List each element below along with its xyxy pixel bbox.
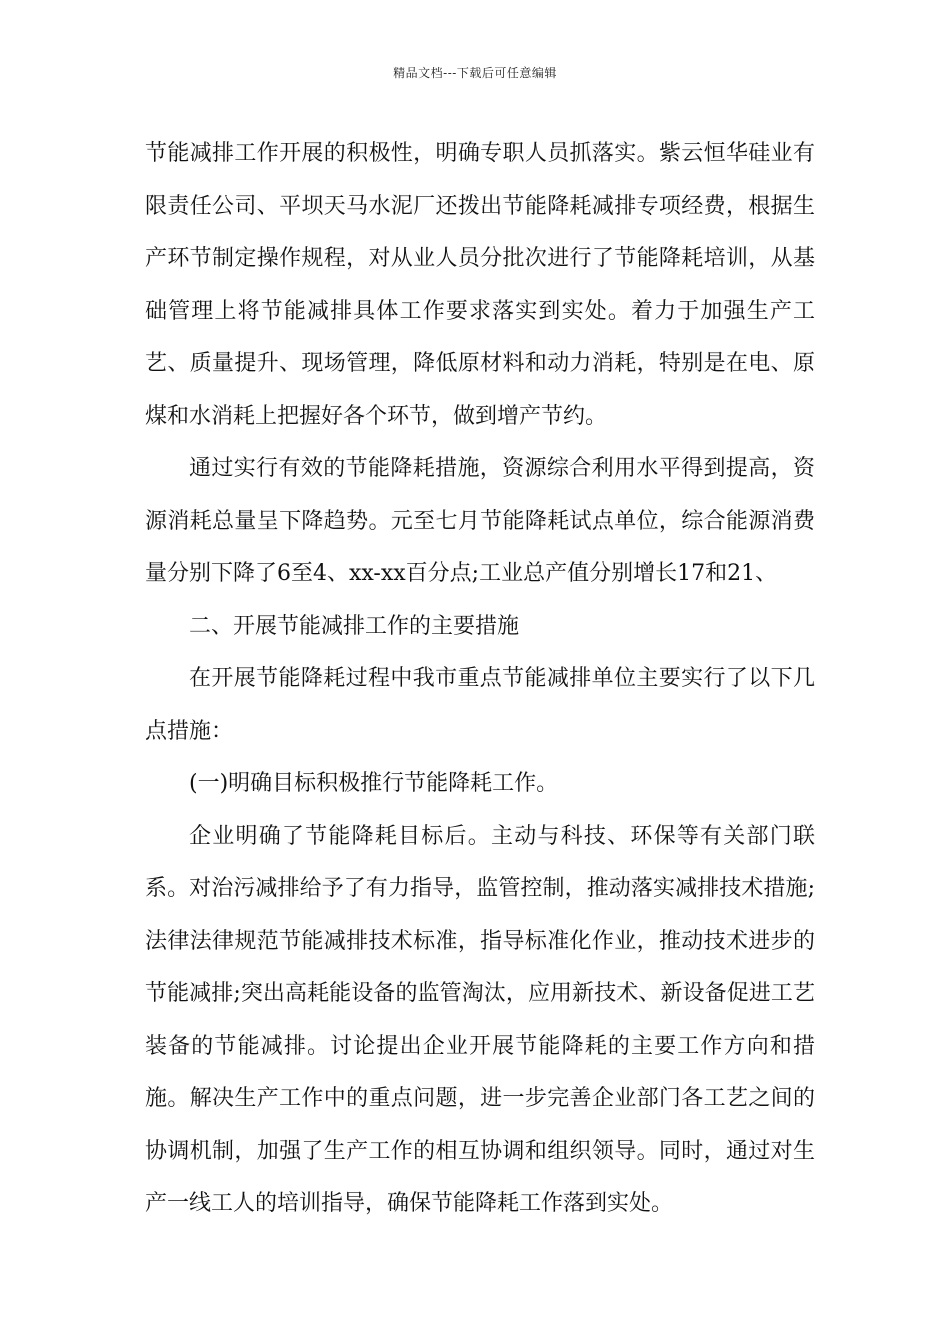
section-heading: 二、开展节能减排工作的主要措施 (189, 613, 520, 639)
paragraph-measures: 企业明确了节能降耗目标后。主动与科技、环保等有关部门联系。对治污减排给予了有力指导，监管控制，推动落实减排技术措施;法律法律规范节能减排技术标准，指导标准化作业，推动技术进步的节能减排;突出高耗能设备的监管淘汰，应用新技术、新设备促进工艺装备的节能减排。讨论提出企业开展节能降耗的主要工作方向和措施。解决生产工作中的重点问题，进一步完善企业部门各工艺之间的协调机制，加强了生产工作的相互协调和组织领导。同时，通过对生产一线工人的培训指导，确保节能降耗工作落到实处。 (145, 823, 815, 1216)
paragraph-intro: 在开展节能降耗过程中我市重点节能减排单位主要实行了以下几点措施： (145, 666, 815, 744)
paragraph-results: 通过实行有效的节能降耗措施，资源综合利用水平得到提高，资源消耗总量呈下降趋势。元至七月节能降耗试点单位，综合能源消费量分别下降了6至4、xx-xx百分点;工业总产值分别增长17和21、 (145, 456, 815, 586)
page-header: 精品文档---下载后可任意编辑 (393, 66, 557, 80)
paragraph-continuation: 节能减排工作开展的积极性，明确专职人员抓落实。紫云恒华硅业有限责任公司、平坝天马水泥厂还拨出节能降耗减排专项经费，根据生产环节制定操作规程，对从业人员分批次进行了节能降耗培训，从基础管理上将节能减排具体工作要求落实到实处。着力于加强生产工艺、质量提升、现场管理，降低原材料和动力消耗，特别是在电、原煤和水消耗上把握好各个环节，做到增产节约。 (145, 141, 815, 429)
subsection-heading: (一)明确目标积极推行节能降耗工作。 (189, 771, 559, 796)
document-body (145, 128, 815, 1231)
